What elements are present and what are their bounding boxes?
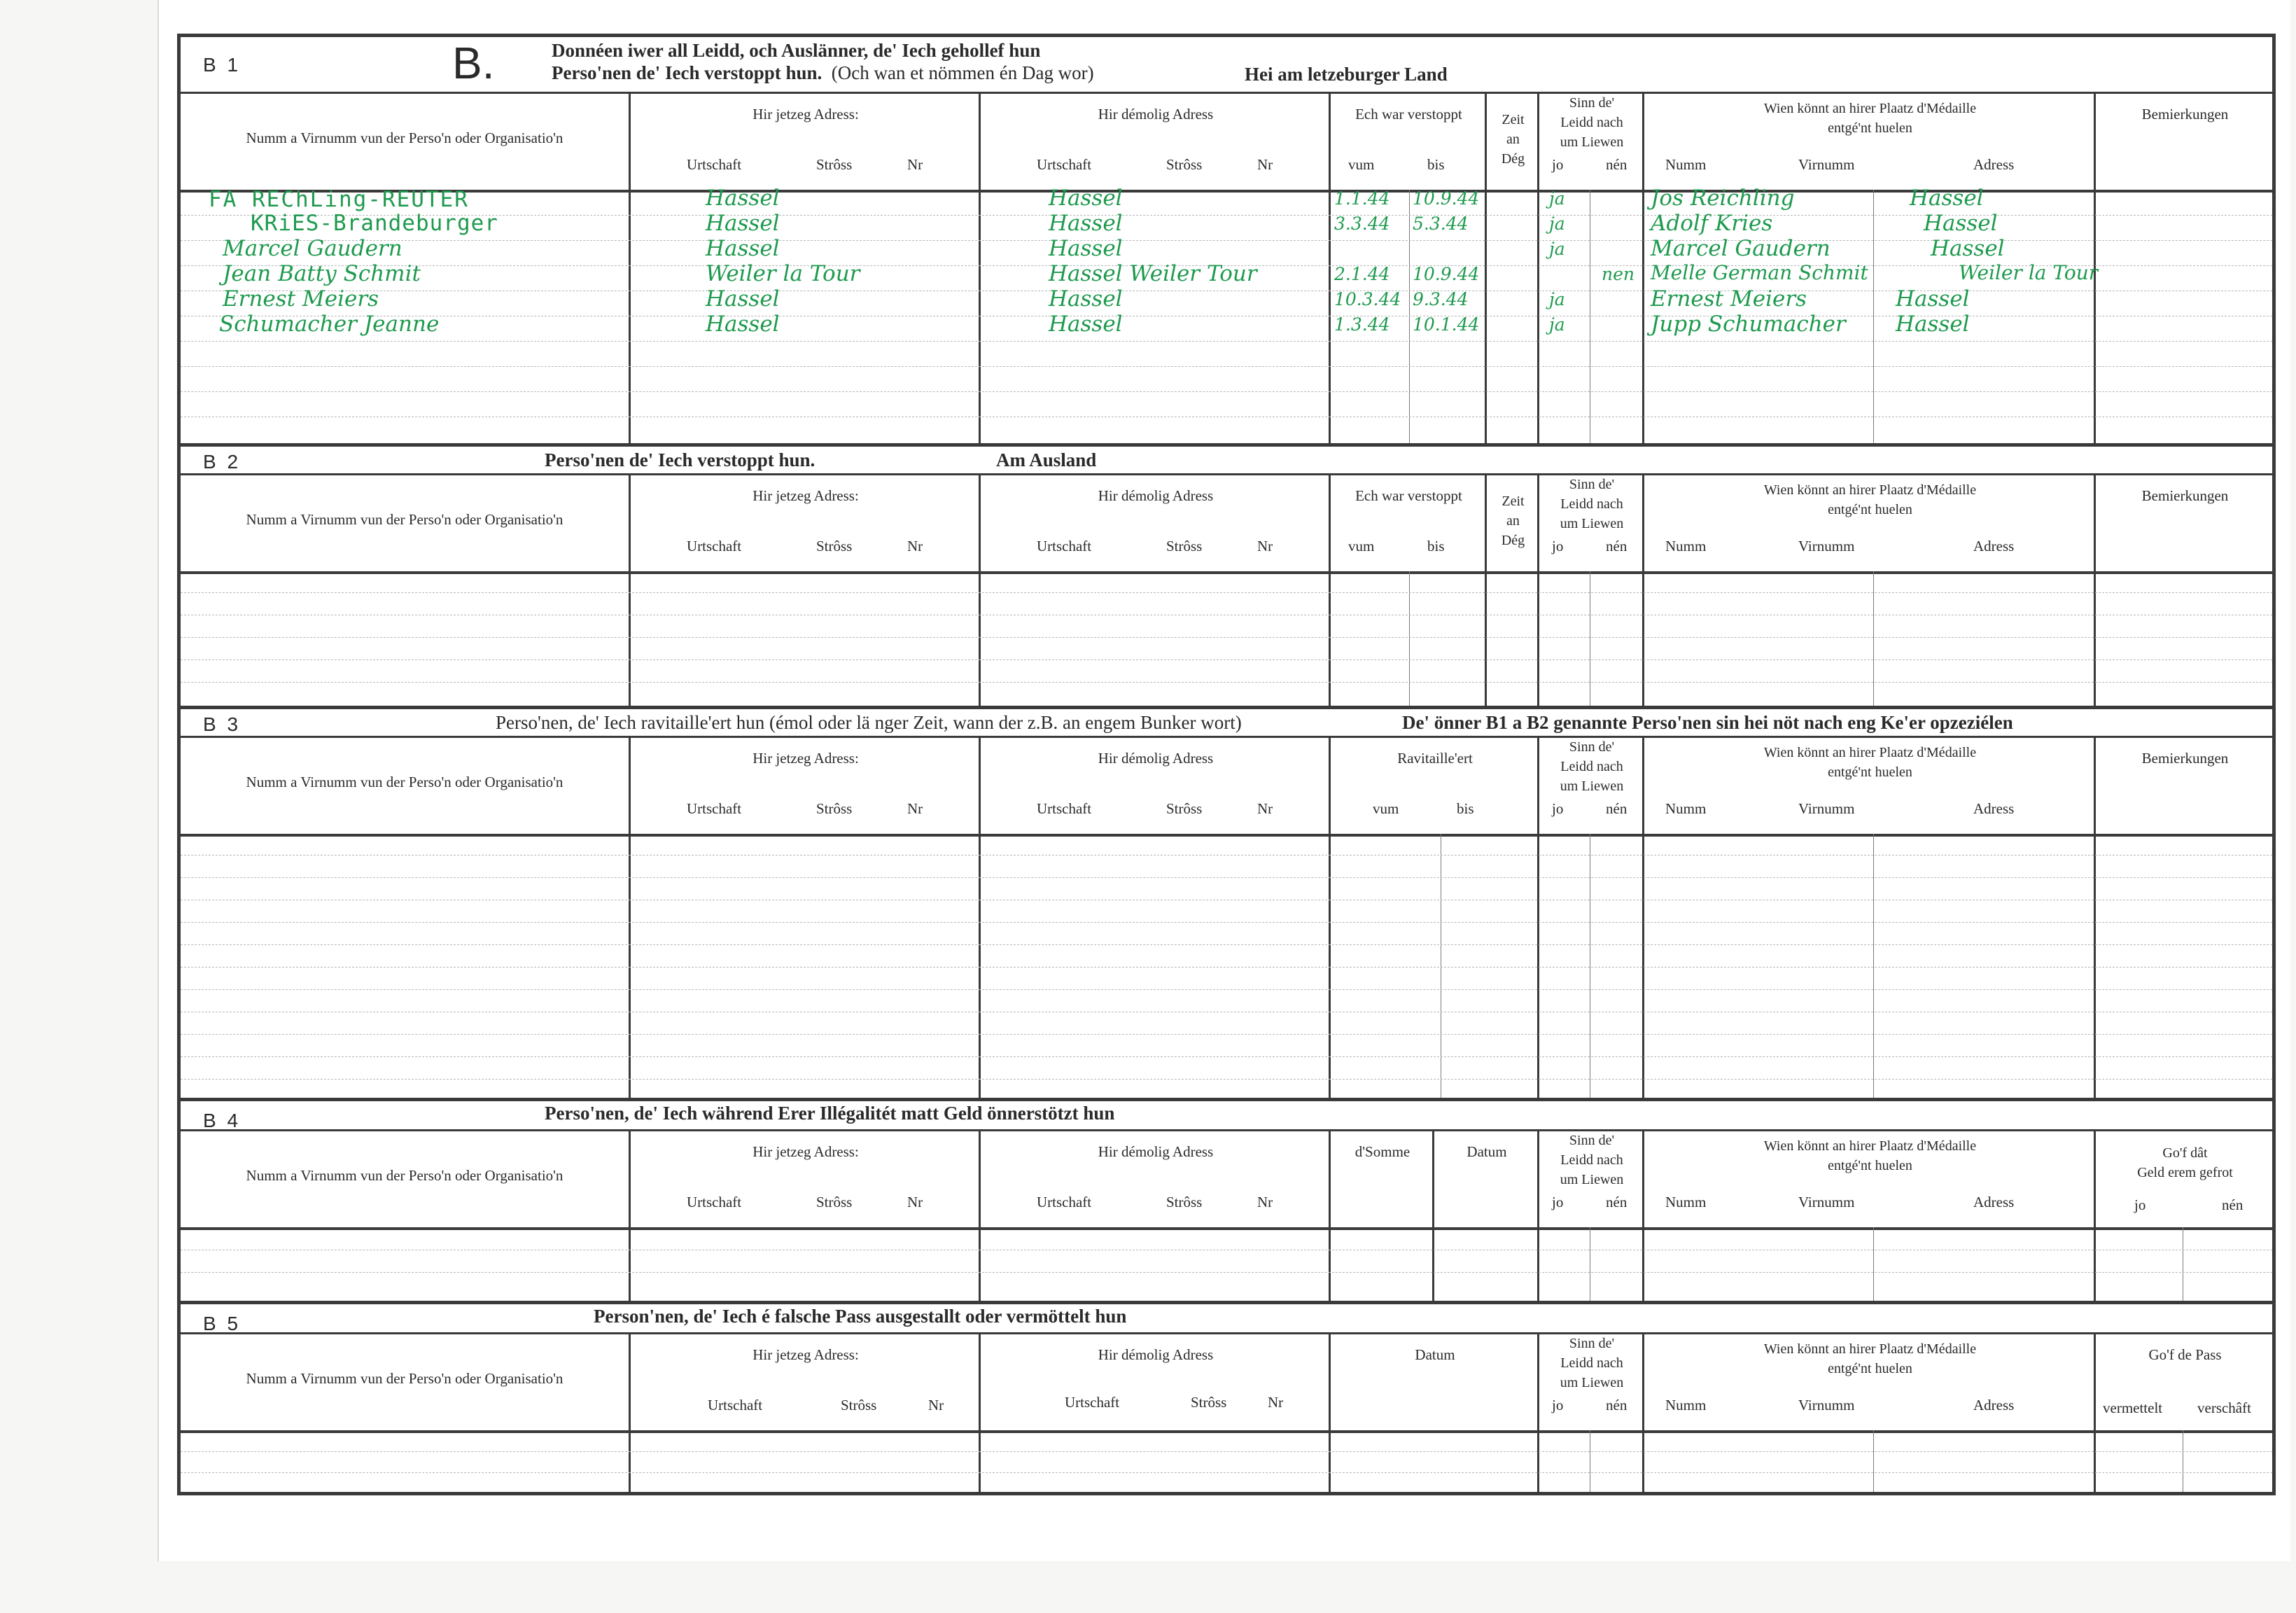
entry-claim-addr: Hassel [1931, 236, 2005, 261]
entry-place: Hassel [706, 312, 780, 337]
col-addr-now [629, 92, 981, 190]
label: entgé'nt huelen [1828, 764, 1912, 780]
label: Numm a Virnumm vun der Perso'n oder Organisatio'n [246, 1370, 564, 1387]
section-title-right: Hei am letzeburger Land [1245, 64, 1448, 85]
section-b1 [181, 37, 2272, 443]
label: Wien könnt an hirer Plaatz d'Médaille [1763, 1138, 1977, 1154]
label: Strôss [1166, 538, 1203, 554]
label: Hir jetzeg Adress: [752, 1346, 859, 1363]
label: bis [1427, 538, 1445, 554]
label: bis [1457, 800, 1474, 817]
entry-claim-addr: Hassel [1896, 312, 1970, 337]
section-title-right: De' önner B1 a B2 genannte Perso'nen sin hei nöt nach eng Ke'er opzeziélen [1402, 712, 2013, 733]
label: an [1506, 132, 1520, 147]
section-code: B 4 [203, 1110, 241, 1131]
label: Zeit [1502, 494, 1525, 509]
entry-alive-yes: ja [1549, 239, 1565, 259]
entry-from: 2.1.44 [1334, 264, 1390, 284]
label: vum [1348, 156, 1375, 173]
label: Ech war verstoppt [1355, 106, 1462, 123]
title-bold: Perso'nen de' Iech verstoppt hun. [552, 62, 822, 83]
label: Nr [928, 1397, 944, 1413]
label: Hir jetzeg Adress: [752, 750, 859, 767]
label: jo [1552, 156, 1564, 173]
label: Strôss [841, 1397, 877, 1413]
section-b5 [181, 1304, 2272, 1493]
section-title: Perso'nen, de' Iech während Erer Illégalitét matt Geld önnerstötzt hun [545, 1103, 1115, 1124]
label: Dég [1501, 533, 1525, 548]
section-title-bar [181, 709, 2272, 738]
entry-name: Marcel Gaudern [223, 236, 402, 261]
label: Sinn de' [1569, 1133, 1615, 1148]
label: Wien könnt an hirer Plaatz d'Médaille [1763, 482, 1977, 498]
label: jo [1552, 1194, 1564, 1210]
label: Wien könnt an hirer Plaatz d'Médaille [1763, 1341, 1977, 1357]
section-title: Person'nen, de' Iech é falsche Pass ausgestallt oder vermöttelt hun [594, 1306, 1127, 1327]
label: Virnumm [1798, 156, 1855, 173]
label: Ravitaille'ert [1397, 750, 1473, 767]
entry-name: Jean Batty Schmit [223, 261, 421, 286]
label: Hir démolig Adress [1098, 1346, 1214, 1363]
section-body [181, 186, 2272, 443]
label: entgé'nt huelen [1828, 120, 1912, 136]
label: jo [2134, 1196, 2146, 1213]
section-code: B 3 [203, 713, 241, 735]
label: Hir jetzeg Adress: [752, 1143, 859, 1160]
section-title-bar [181, 1304, 2272, 1334]
label: um Liewen [1560, 516, 1624, 531]
section-code: B 1 [203, 54, 241, 76]
label: Hir démolig Adress [1098, 106, 1214, 123]
label: Nr [1257, 800, 1273, 817]
label: Nr [907, 1194, 923, 1210]
label: Urtschaft [1037, 156, 1092, 173]
section-letter: B. [452, 38, 495, 88]
column-header-row [181, 1332, 2272, 1433]
entry-alive-yes: ja [1549, 314, 1565, 335]
entry-from: 3.3.44 [1334, 214, 1390, 234]
label: Numm a Virnumm vun der Perso'n oder Organisatio'n [246, 1167, 564, 1184]
col-alive [1537, 92, 1644, 190]
label: jo [1552, 1397, 1564, 1413]
entry-claim-name: Ernest Meiers [1651, 286, 1807, 312]
section-title-bar [181, 447, 2272, 475]
section-b3 [181, 709, 2272, 1098]
label: Bemierkungen [2141, 106, 2229, 123]
label: Geld erem gefrot [2137, 1165, 2233, 1180]
col-name [181, 92, 629, 190]
label: Hir jetzeg Adress: [752, 106, 859, 123]
label: Urtschaft [687, 156, 742, 173]
label: Datum [1415, 1346, 1455, 1363]
label: Urtschaft [687, 800, 742, 817]
label: Sinn de' [1569, 95, 1615, 111]
label: nén [1606, 1397, 1628, 1413]
label: Sinn de' [1569, 739, 1615, 755]
label: entgé'nt huelen [1828, 1361, 1912, 1376]
label: jo [1552, 800, 1564, 817]
entry-claim-addr: Weiler la Tour [1959, 261, 2099, 284]
label: Numm [1665, 1397, 1707, 1413]
entry-old-place: Hassel [1049, 186, 1123, 211]
label: Leidd nach [1560, 1152, 1623, 1168]
section-body [181, 1227, 2272, 1301]
entry-name: FA REChLing-REUTER [209, 187, 469, 212]
label: Wien könnt an hirer Plaatz d'Médaille [1763, 101, 1977, 116]
entry-claim-name: Jos Reichling [1651, 186, 1795, 211]
label: Numm a Virnumm vun der Perso'n oder Organisatio'n [246, 774, 564, 790]
section-body [181, 571, 2272, 706]
label: um Liewen [1560, 134, 1624, 150]
label: nén [1606, 156, 1628, 173]
col-hidden [1329, 92, 1487, 190]
section-title-bar [181, 1101, 2272, 1131]
label: Hir démolig Adress [1098, 750, 1214, 767]
entry-alive-no: nen [1602, 264, 1634, 284]
label: Strôss [816, 538, 853, 554]
label: Hir démolig Adress [1098, 487, 1214, 504]
entry-from: 1.3.44 [1334, 314, 1390, 335]
label: Nr [1257, 538, 1273, 554]
label: Virnumm [1798, 1194, 1855, 1210]
label: Urtschaft [708, 1397, 763, 1413]
label: um Liewen [1560, 1375, 1624, 1390]
label: Numm [1665, 1194, 1707, 1210]
label: Numm [1665, 800, 1707, 817]
section-title-line2 [552, 62, 1094, 84]
label: Numm [1665, 156, 1707, 173]
entry-place: Weiler la Tour [706, 261, 860, 286]
entry-to: 10.9.44 [1413, 264, 1480, 284]
entry-to: 5.3.44 [1413, 214, 1469, 234]
entry-old-place: Hassel [1049, 236, 1123, 261]
entry-to: 10.1.44 [1413, 314, 1480, 335]
entry-from: 10.3.44 [1334, 289, 1401, 309]
title-part: (émol oder lä nger Zeit, wann der z.B. an engem Bunker wort) [769, 712, 1242, 733]
label: Datum [1466, 1143, 1507, 1160]
label: Urtschaft [1037, 800, 1092, 817]
label: nén [1606, 1194, 1628, 1210]
label: entgé'nt huelen [1828, 1158, 1912, 1173]
label: bis [1427, 156, 1445, 173]
entry-claim-name: Melle German Schmit [1651, 261, 1868, 284]
label: nén [2222, 1196, 2244, 1213]
label: Urtschaft [1037, 538, 1092, 554]
label: Nr [907, 800, 923, 817]
entry-to: 9.3.44 [1413, 289, 1469, 309]
column-header-row [181, 473, 2272, 574]
entry-claim-name: Jupp Schumacher [1651, 312, 1846, 337]
label: Virnumm [1798, 800, 1855, 817]
label: Adress [1973, 538, 2015, 554]
label: um Liewen [1560, 778, 1624, 794]
section-title [496, 712, 1242, 734]
label: Adress [1973, 156, 2015, 173]
label: Strôss [1191, 1394, 1227, 1411]
entry-old-place: Hassel [1049, 286, 1123, 312]
label: vermettelt [2103, 1399, 2163, 1416]
entry-place: Hassel [706, 286, 780, 312]
label: Nr [1257, 156, 1273, 173]
label: Nr [907, 156, 923, 173]
entry-name: KRiES-Brandeburger [251, 211, 498, 236]
label: Nr [1257, 1194, 1273, 1210]
label: Sinn de' [1569, 1336, 1615, 1351]
label: Go'f dât [2162, 1145, 2208, 1161]
label: d'Somme [1354, 1143, 1410, 1160]
entry-name: Ernest Meiers [223, 286, 379, 312]
label: Strôss [816, 156, 853, 173]
section-title-right: Am Ausland [996, 449, 1097, 470]
entry-claim-addr: Hassel [1910, 186, 1984, 211]
title-part: Perso'nen, de' Iech ravitaille'ert hun [496, 712, 765, 733]
entry-claim-addr: Hassel [1896, 286, 1970, 312]
entry-claim-name: Marcel Gaudern [1651, 236, 1830, 261]
entry-claim-addr: Hassel [1924, 211, 1998, 236]
label: Hir jetzeg Adress: [752, 487, 859, 504]
entry-alive-yes: ja [1549, 214, 1565, 234]
label: Urtschaft [687, 1194, 742, 1210]
label: Numm a Virnumm vun der Perso'n oder Organisatio'n [246, 511, 564, 528]
entry-from: 1.1.44 [1334, 188, 1390, 209]
entry-to: 10.9.44 [1413, 188, 1480, 209]
label: Leidd nach [1560, 759, 1623, 774]
entry-old-place: Hassel [1049, 211, 1123, 236]
section-b4 [181, 1101, 2272, 1301]
entry-place: Hassel [706, 211, 780, 236]
label: Urtschaft [1065, 1394, 1120, 1411]
label: Bemierkungen [2141, 487, 2229, 504]
label: Virnumm [1798, 538, 1855, 554]
column-header-row [181, 736, 2272, 837]
section-title-line1: Donnéen iwer all Leidd, och Auslänner, de' Iech gehollef hun [552, 40, 1041, 61]
title-normal: (Och wan et nömmen én Dag wor) [831, 62, 1094, 83]
label: vum [1348, 538, 1375, 554]
label: Urtschaft [687, 538, 742, 554]
label: an [1506, 513, 1520, 529]
label: Nr [907, 538, 923, 554]
label: Leidd nach [1560, 115, 1623, 130]
label: Strôss [1166, 156, 1203, 173]
label: Adress [1973, 1397, 2015, 1413]
label: Go'f de Pass [2148, 1346, 2222, 1363]
entry-old-place: Hassel Weiler Tour [1049, 261, 1257, 286]
section-code: B 5 [203, 1313, 241, 1334]
label: um Liewen [1560, 1172, 1624, 1187]
label: jo [1552, 538, 1564, 554]
col-name-label: Numm a Virnumm vun der Perso'n oder Organisatio'n [246, 130, 564, 146]
label: Urtschaft [1037, 1194, 1092, 1210]
label: nén [1606, 800, 1628, 817]
col-remarks [2094, 92, 2274, 190]
section-body [181, 834, 2272, 1098]
entry-alive-yes: ja [1549, 289, 1565, 309]
column-header-row [181, 92, 2272, 193]
label: Strôss [1166, 1194, 1203, 1210]
label: Strôss [816, 1194, 853, 1210]
form-frame [177, 34, 2276, 1495]
label: Leidd nach [1560, 1355, 1623, 1371]
section-code: B 2 [203, 451, 241, 473]
column-header-row [181, 1129, 2272, 1230]
entry-claim-name: Adolf Kries [1651, 211, 1773, 236]
label: Virnumm [1798, 1397, 1855, 1413]
label: Nr [1268, 1394, 1284, 1411]
label: Strôss [1166, 800, 1203, 817]
label: Numm [1665, 538, 1707, 554]
section-title-bar [181, 37, 2272, 94]
entry-place: Hassel [706, 186, 780, 211]
label: Hir démolig Adress [1098, 1143, 1214, 1160]
label: entgé'nt huelen [1828, 502, 1912, 517]
entry-old-place: Hassel [1049, 312, 1123, 337]
label: Wien könnt an hirer Plaatz d'Médaille [1763, 745, 1977, 760]
label: Ech war verstoppt [1355, 487, 1462, 504]
entry-name: Schumacher Jeanne [219, 312, 440, 337]
label: Sinn de' [1569, 477, 1615, 492]
label: Leidd nach [1560, 496, 1623, 512]
label: verschâft [2197, 1399, 2251, 1416]
label: Strôss [816, 800, 853, 817]
label: Bemierkungen [2141, 750, 2229, 767]
col-addr-then [979, 92, 1331, 190]
label: Zeit [1502, 112, 1525, 127]
col-claim [1642, 92, 2096, 190]
entry-place: Hassel [706, 236, 780, 261]
label: Dég [1501, 151, 1525, 167]
label: Adress [1973, 1194, 2015, 1210]
section-body [181, 1430, 2272, 1492]
section-b2 [181, 447, 2272, 706]
label: vum [1373, 800, 1399, 817]
col-days [1485, 92, 1539, 190]
label: nén [1606, 538, 1628, 554]
section-title: Perso'nen de' Iech verstoppt hun. [545, 449, 816, 470]
entry-alive-yes: ja [1549, 188, 1565, 209]
label: Adress [1973, 800, 2015, 817]
